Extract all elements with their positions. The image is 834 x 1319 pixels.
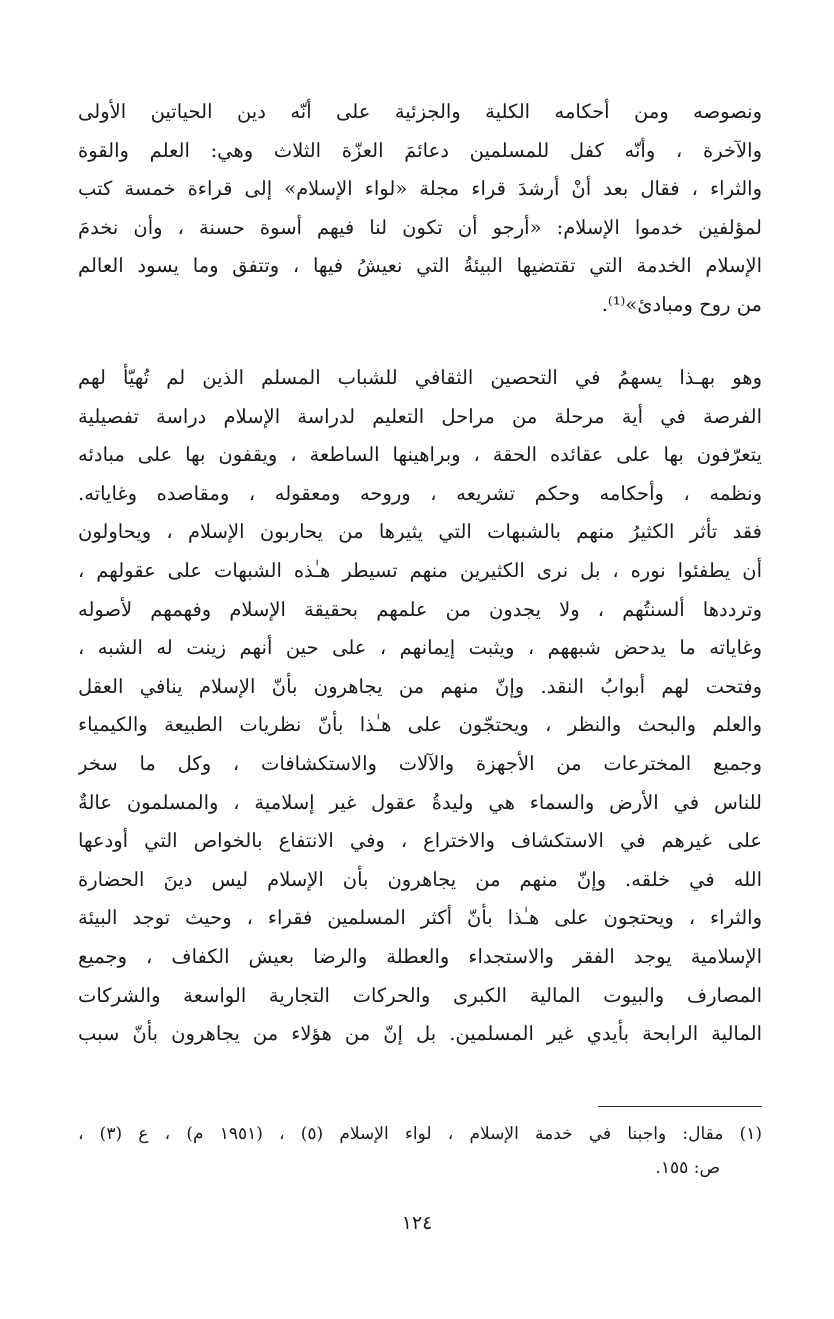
- text-line: لمؤلفين خدموا الإسلام: «أرجو أن تكون لنا فيهم أسوة حسنة ، وأن نخدمَ: [78, 215, 762, 239]
- text-line: وترددها ألسنتُهم ، ولا يجدون من علمهم بحقيقة الإسلام وفهمهم لأصوله: [78, 597, 762, 621]
- text-line: ونصوصه ومن أحكامه الكلية والجزئية على أنّه دين الحياتين الأولى: [78, 100, 762, 123]
- text-line: من روح ومبادئ»⁽¹⁾.: [601, 292, 762, 316]
- text-line: والعلم والبحث والنظر ، ويحتجّون على هـٰذا بأنّ نظريات الطبيعة والكيمياء: [78, 713, 762, 737]
- text-line: للناس في الأرض والسماء هي وليدةُ عقول غير إسلامية ، والمسلمون عالةٌ: [78, 790, 762, 814]
- footnote-line: (١) مقال: واجبنا في خدمة الإسلام ، لواء الإسلام (٥) ، (١٩٥١ م) ، ع (٣) ،: [78, 1124, 762, 1144]
- text-line: الإسلامية يوجد الفقر والاستجداء والعطلة والرضا بعيش الكفاف ، وجميع: [78, 944, 762, 968]
- footnote: [78, 1117, 762, 1185]
- text-line: على غيرهم في الاستكشاف والاختراع ، وفي الانتفاع بالخواص التي أودعها: [78, 829, 762, 853]
- text-line: الله في خلقه. وإنّ منهم من يجاهرون بأن الإسلام ليس دينَ الحضارة: [78, 867, 762, 891]
- text-line: والثراء ، فقال بعد أنْ أرشدَ قراء مجلة «لواء الإسلام» إلى قراءة خمسة كتب: [78, 177, 762, 201]
- text-line: المالية الرابحة بأيدي غير المسلمين. بل إنّ من هؤلاء من يجاهرون بأنّ سبب: [78, 1022, 762, 1046]
- text-line: ونظمه ، وأحكامه وحكم تشريعه ، وروحه ومعقوله ، ومقاصده وغاياته.: [78, 481, 762, 505]
- text-line: وهو بهـذا يسهمُ في التحصين الثقافي للشباب المسلم الذين لم تُهيّأ لهم: [78, 366, 762, 389]
- page-number: ١٢٤: [401, 1212, 433, 1234]
- footnote-divider: [598, 1106, 762, 1107]
- paragraph-2: [78, 359, 762, 1054]
- footnote-line: ص: ١٥٥.: [655, 1158, 720, 1178]
- text-line: والثراء ، ويحتجون على هـٰذا بأنّ أكثر المسلمين فقراء ، وحيث توجد البيئة: [78, 906, 762, 930]
- text-line: فقد تأثر الكثيرُ منهم بالشبهات التي يثيرها من يحاربون الإسلام ، ويحاولون: [78, 520, 762, 544]
- text-line: الفرصة في أية مرحلة من مراحل التعليم لدراسة الإسلام دراسة تفصيلية: [78, 404, 762, 428]
- paragraph-1: [78, 93, 762, 325]
- text-line: أن يطفئوا نوره ، بل نرى الكثيرين منهم تسيطر هـٰذه الشبهات على عقولهم ،: [78, 558, 762, 582]
- text-line: وفتحت لهم أبوابُ النقد. وإنّ منهم من يجاهرون بأنّ الإسلام ينافي العقل: [78, 674, 762, 698]
- text-line: وغاياته ما يدحض شبههم ، ويثبت إيمانهم ، على حين أنهم زينت له الشبه ،: [78, 636, 762, 660]
- text-line: يتعرّفون بها على عقائده الحقة ، وبراهينها الساطعة ، ويقفون بها على مبادئه: [78, 443, 762, 467]
- text-line: المصارف والبيوت المالية الكبرى والحركات التجارية الواسعة والشركات: [78, 983, 762, 1007]
- text-line: والآخرة ، وأنّه كفل للمسلمين دعائمَ العزّة الثلاث وهي: العلم والقوة: [78, 138, 762, 162]
- text-line: وجميع المخترعات من الأجهزة والآلات والاستكشافات ، وكل ما سخر: [78, 751, 762, 775]
- text-line: الإسلام الخدمة التي تقتضيها البيئةُ التي نعيشُ فيها ، وتتفق وما يسود العالم: [78, 254, 762, 278]
